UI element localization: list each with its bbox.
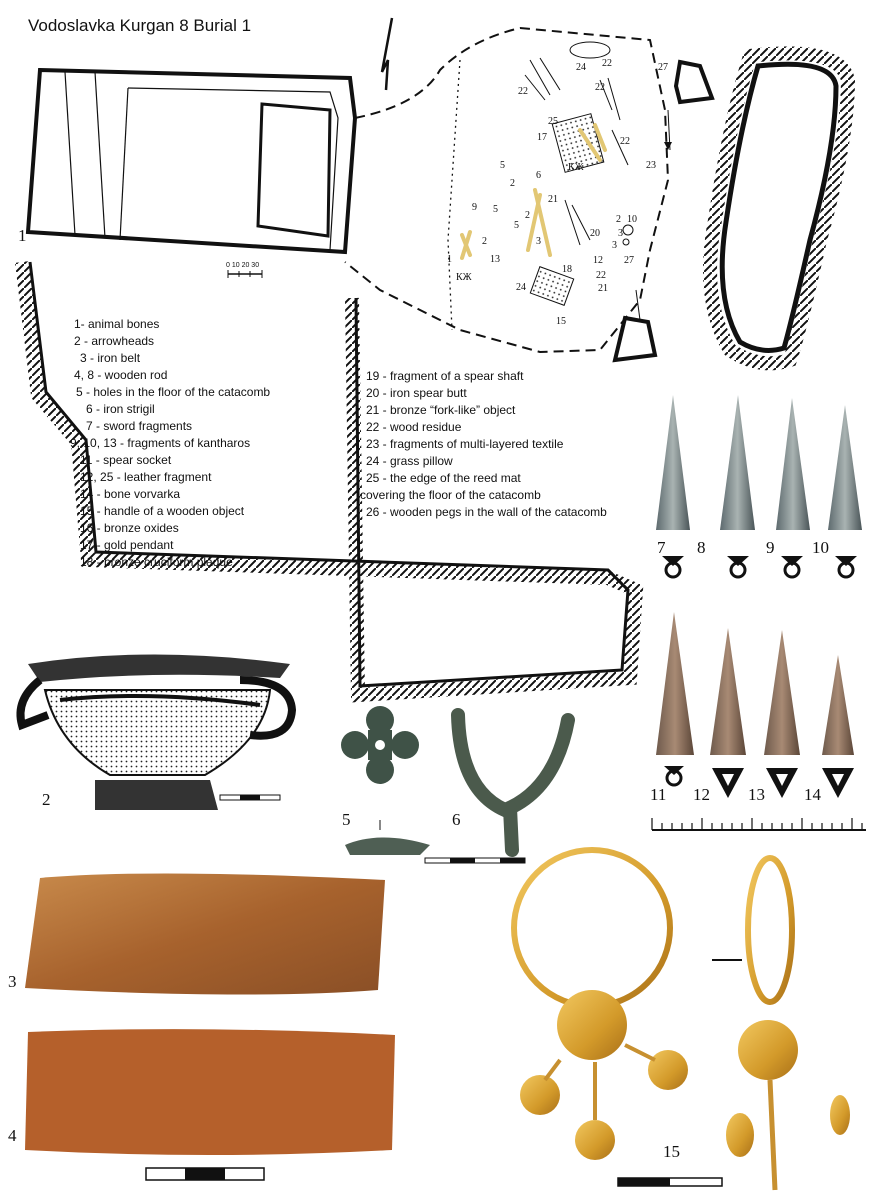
plan-label: 21 <box>548 194 558 205</box>
plan-label: 22 <box>620 136 630 147</box>
figure-number: 9 <box>766 538 775 557</box>
legend-item: 26 - wooden pegs in the wall of the catacomb <box>366 505 607 519</box>
plan-scale-bar <box>228 270 262 278</box>
plan-label: 17 <box>537 132 547 143</box>
legend-item: 11 - spear socket <box>80 453 172 467</box>
gold-pendant-side-photo <box>712 858 850 1190</box>
belt-scale-bar <box>146 1168 264 1180</box>
plan-scale-label: 0 10 20 30 <box>226 262 260 269</box>
ruler-ticks <box>652 818 862 830</box>
plan-label: 24 <box>576 62 586 73</box>
kantharos-scale-bar <box>220 795 280 800</box>
fork-object-photo <box>458 715 568 850</box>
chamber-outline <box>345 28 668 352</box>
plan-label: 21 <box>598 283 608 294</box>
plan-label: 9 <box>472 202 477 213</box>
legend-item: 15 - handle of a wooden object <box>80 504 245 518</box>
figure-number: 2 <box>42 790 51 809</box>
legend-item: 25 - the edge of the reed mat <box>366 471 521 485</box>
legend-right <box>360 368 607 521</box>
legend-item: 22 - wood residue <box>366 420 462 434</box>
figure-number: 6 <box>452 810 461 829</box>
legend-item: 20 - iron spear butt <box>366 386 467 400</box>
legend-item: 18 - bronze cruciform plaque <box>80 555 233 569</box>
iron-belt-photo-4 <box>25 1029 395 1155</box>
plan-label: 3 <box>536 236 541 247</box>
plan-label: 22 <box>518 86 528 97</box>
plan-label: КЖ <box>568 162 584 173</box>
legend-item: 16 - bronze oxides <box>80 521 179 535</box>
figure-number: 8 <box>697 538 706 557</box>
plan-label: 25 <box>548 116 558 127</box>
legend-item: 19 - fragment of a spear shaft <box>366 369 524 383</box>
legend-item: 9, 10, 13 - fragments of kantharos <box>70 436 251 450</box>
pit-section <box>710 53 848 363</box>
plan-label: 1 <box>447 254 452 265</box>
plan-label: 27 <box>624 255 634 266</box>
legend-item: 6 - iron strigil <box>86 402 155 416</box>
pendant-scale-bar <box>618 1178 722 1186</box>
legend-item: 21 - bronze “fork-like” object <box>366 403 516 417</box>
shaft-plan <box>28 70 355 252</box>
legend-item: 14 - bone vorvarka <box>80 487 181 501</box>
figure-number: 11 <box>650 785 667 804</box>
plan-label: 23 <box>646 160 656 171</box>
legend-item: 3 - iron belt <box>80 351 141 365</box>
legend-item: 5 - holes in the floor of the catacomb <box>76 385 271 399</box>
plan-label: 2 <box>616 214 621 225</box>
kantharos-drawing <box>20 655 292 811</box>
plan-label: 24 <box>516 282 526 293</box>
legend-item: 17 - gold pendant <box>80 538 174 552</box>
figure-number: 10 <box>812 538 829 557</box>
legend-item: 12, 25 - leather fragment <box>80 470 212 484</box>
plan-label: 15 <box>556 316 566 327</box>
plan-label: 3 <box>612 240 617 251</box>
plan-label: 22 <box>596 270 606 281</box>
plan-label: 13 <box>490 254 500 265</box>
plan-label: 12 <box>593 255 603 266</box>
legend-item: 1- animal bones <box>74 317 160 331</box>
legend-item: 23 - fragments of multi-layered textile <box>366 437 564 451</box>
north-arrow-icon <box>382 18 392 90</box>
plan-label: 2 <box>510 178 515 189</box>
legend-item: 24 - grass pillow <box>366 454 453 468</box>
plan-label: 3 <box>618 228 623 239</box>
cruciform-plaque-photo <box>341 706 430 855</box>
figure-number: 15 <box>663 1142 680 1161</box>
plan-label: 22 <box>602 58 612 69</box>
plan-label: 6 <box>536 170 541 181</box>
figure-number: 3 <box>8 972 17 991</box>
plan-label: 18 <box>562 264 572 275</box>
figure-number: 7 <box>657 538 666 557</box>
figure-number: 14 <box>804 785 821 804</box>
plan-label: 5 <box>493 204 498 215</box>
plan-label: 2 <box>525 210 530 221</box>
plan-label: 5 <box>500 160 505 171</box>
plan-label: КЖ <box>456 272 472 283</box>
legend-item: 4, 8 - wooden rod <box>74 368 168 382</box>
arrowheads-row-2 <box>656 612 854 755</box>
legend-item: 7 - sword fragments <box>86 419 193 433</box>
arrowhead-section-icons-1 <box>662 556 857 577</box>
legend-item: 2 - arrowheads <box>74 334 155 348</box>
figure-number: 1 <box>18 226 27 245</box>
iron-belt-photo-3 <box>25 873 385 994</box>
plan-label: 27 <box>658 62 668 73</box>
legend-left <box>70 316 270 571</box>
figure-number: 5 <box>342 810 351 829</box>
legend-item: covering the floor of the catacomb <box>360 488 541 502</box>
plan-label: 10 <box>627 214 637 225</box>
page-title: Vodoslavka Kurgan 8 Burial 1 <box>28 16 252 35</box>
figure-number: 12 <box>693 785 710 804</box>
gold-pendant-photo <box>514 850 688 1160</box>
fork-scale-bar <box>425 858 525 863</box>
plan-label: 5 <box>514 220 519 231</box>
figure-number: 4 <box>8 1126 17 1145</box>
plan-finds <box>462 42 672 320</box>
figure-number: 13 <box>748 785 765 804</box>
plan-label: 20 <box>590 228 600 239</box>
plan-label: 2 <box>482 236 487 247</box>
arrowheads-row-1 <box>656 395 862 530</box>
plan-label: 22 <box>595 82 605 93</box>
